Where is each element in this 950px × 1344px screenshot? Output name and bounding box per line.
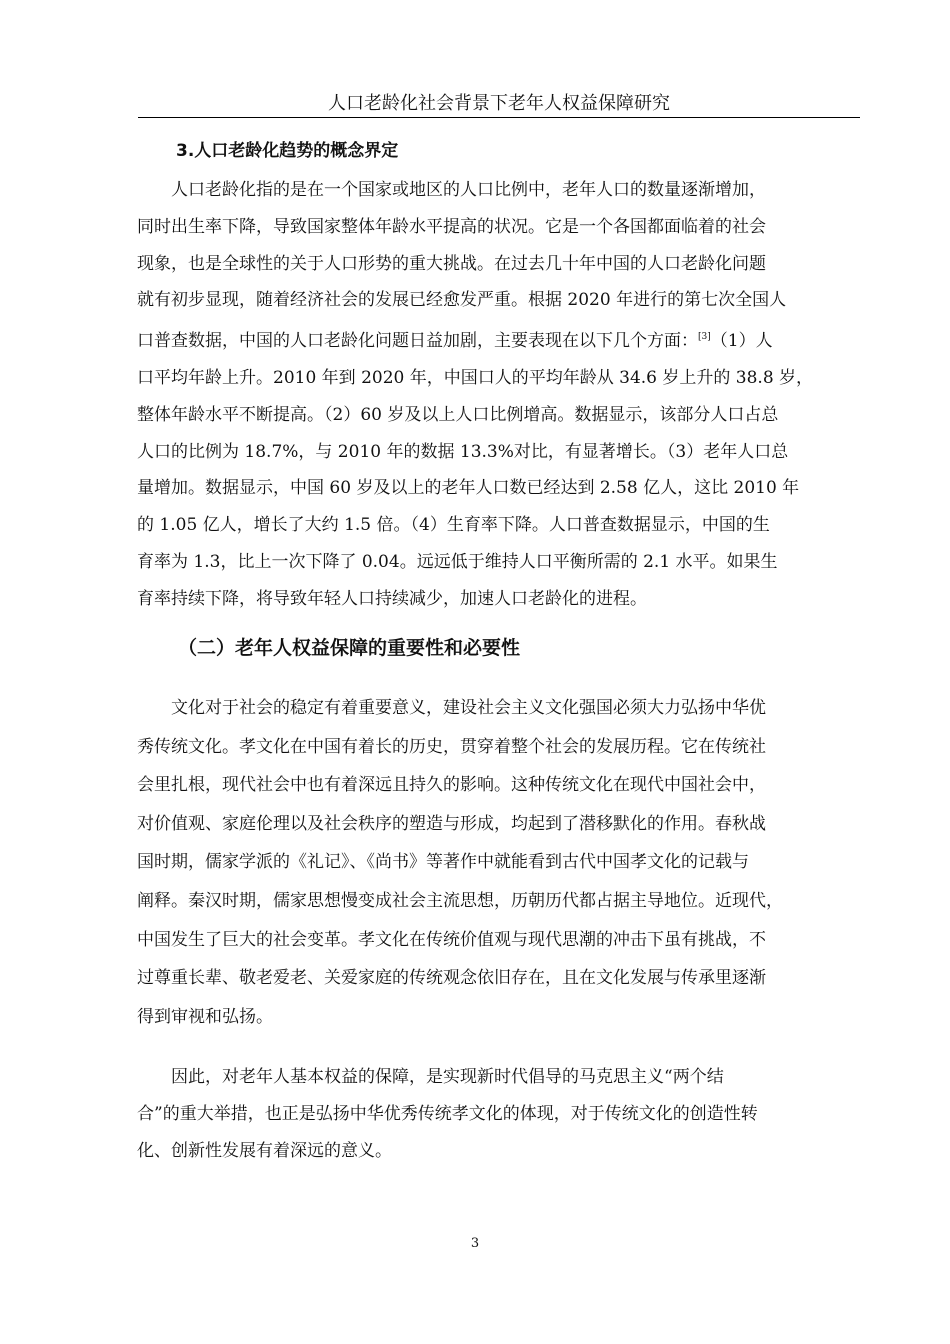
header-rule	[138, 117, 860, 118]
text-line: 国时期，儒家学派的《礼记》、《尚书》等著作中就能看到古代中国孝文化的记载与	[137, 852, 749, 873]
section-heading: （二）老年人权益保障的重要性和必要性	[178, 637, 521, 659]
text-line: 就有初步显现，随着经济社会的发展已经愈发严重。根据 2020 年进行的第七次全国人	[137, 290, 787, 311]
text-line: 的 1.05 亿人，增长了大约 1.5 倍。（4）生育率下降。人口普查数据显示，中国的生	[137, 515, 770, 536]
citation-marker: [3]	[698, 332, 711, 343]
text-line: 人口老龄化指的是在一个国家或地区的人口比例中，老年人口的数量逐渐增加，	[137, 180, 766, 200]
text-line: 过尊重长辈、敬老爱老、关爱家庭的传统观念依旧存在，且在文化发展与传承里逐渐	[137, 968, 766, 989]
text-segment: 口普查数据，中国的人口老龄化问题日益加剧，主要表现在以下几个方面：	[137, 331, 698, 352]
text-line: 同时出生率下降，导致国家整体年龄水平提高的状况。它是一个各国都面临着的社会	[137, 216, 766, 237]
text-line: 中国发生了巨大的社会变革。孝文化在传统价值观与现代思潮的冲击下虽有挑战，不	[137, 929, 766, 950]
text-line: 化、创新性发展有着深远的意义。	[137, 1141, 392, 1161]
text-segment: （1）人	[710, 331, 773, 352]
text-line	[137, 319, 813, 360]
subsection-heading: 3.人口老龄化趋势的概念界定	[176, 141, 399, 161]
text-line: 得到审视和弘扬。	[137, 1006, 273, 1027]
text-line: 对价值观、家庭伦理以及社会秩序的塑造与形成，均起到了潜移默化的作用。春秋战	[137, 813, 766, 834]
text-line: 合”的重大举措，也正是弘扬中华优秀传统孝文化的体现，对于传统文化的创造性转	[137, 1104, 758, 1124]
text-line: 口平均年龄上升。2010 年到 2020 年，中国口人的平均年龄从 34.6 岁上升的 38.8 岁，	[137, 367, 814, 388]
text-line: 因此，对老年人基本权益的保障，是实现新时代倡导的马克思主义“两个结	[137, 1067, 724, 1087]
text-line: 人口的比例为 18.7%，与 2010 年的数据 13.3%对比，有显著增长。（3）老年人口总	[137, 441, 789, 462]
page-number: 3	[470, 1236, 480, 1251]
text-line: 现象，也是全球性的关于人口形势的重大挑战。在过去几十年中国的人口老龄化问题	[137, 253, 766, 274]
text-line: 会里扎根，现代社会中也有着深远且持久的影响。这种传统文化在现代中国社会中，	[137, 775, 766, 796]
paragraph-filial-culture	[137, 689, 783, 1036]
text-line: 秀传统文化。孝文化在中国有着长的历史，贯穿着整个社会的发展历程。它在传统社	[137, 736, 766, 757]
text-line: 育率为 1.3，比上一次下降了 0.04。远远低于维持人口平衡所需的 2.1 水平。如果生	[137, 551, 778, 572]
text-line: 阐释。秦汉时期，儒家思想慢变成社会主流思想，历朝历代都占据主导地位。近现代，	[137, 890, 783, 911]
paragraph-conclusion	[137, 1059, 758, 1170]
paragraph-aging-definition	[137, 172, 813, 618]
text-line: 量增加。数据显示，中国 60 岁及以上的老年人口数已经达到 2.58 亿人，这比 2010 年	[137, 478, 800, 499]
text-line: 育率持续下降，将导致年轻人口持续减少，加速人口老龄化的进程。	[137, 588, 647, 609]
text-line: 文化对于社会的稳定有着重要意义，建设社会主义文化强国必须大力弘扬中华优	[137, 698, 766, 718]
text-line: 整体年龄水平不断提高。（2）60 岁及以上人口比例增高。数据显示，该部分人口占总	[137, 404, 779, 425]
running-header: 人口老龄化社会背景下老年人权益保障研究	[328, 93, 670, 114]
